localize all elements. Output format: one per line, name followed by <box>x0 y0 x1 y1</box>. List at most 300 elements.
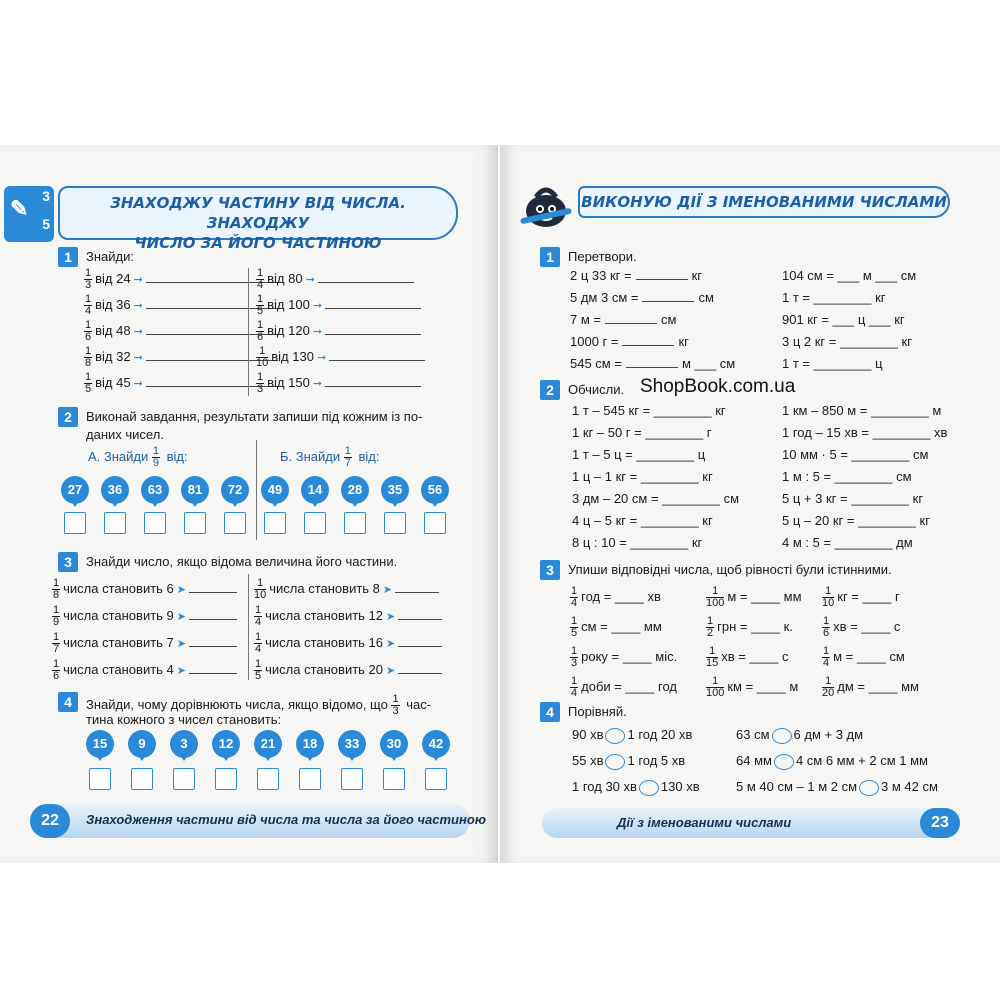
column-divider <box>256 440 257 540</box>
row-text: числа становить 8 <box>269 580 380 596</box>
fraction-denominator: 9 <box>152 457 160 469</box>
fraction <box>254 659 262 682</box>
subtask-b-suffix: від: <box>358 448 380 464</box>
fraction-denominator: 7 <box>344 457 351 469</box>
calc-row: 1 м : 5 = ________ см <box>782 469 912 484</box>
fraction <box>152 446 160 469</box>
fraction-denominator: 6 <box>53 670 60 682</box>
arrow-icon: ➞ <box>133 273 143 286</box>
fraction <box>84 294 92 317</box>
subtask-b-label <box>280 446 380 469</box>
fraction <box>706 586 724 609</box>
conversion-row: 901 кг = ___ ц ___ кг <box>782 312 905 327</box>
number-bubble: 21 <box>254 730 282 758</box>
fraction <box>391 694 399 717</box>
answer-blank <box>329 349 425 361</box>
compare-right: 130 хв <box>660 779 700 794</box>
number-bubble: 49 <box>261 476 289 504</box>
task-number-badge: 3 <box>58 552 78 572</box>
fraction-numerator: 1 <box>344 445 351 457</box>
row-text: дм = ____ мм <box>837 678 919 694</box>
fraction-numerator: 1 <box>255 631 262 643</box>
fraction-numerator: 1 <box>706 676 724 688</box>
compare-right: 1 год 5 хв <box>627 753 686 768</box>
corner-pencil-icon <box>4 186 54 242</box>
fraction-row <box>52 659 237 682</box>
answer-blank <box>325 375 421 387</box>
conversion-row: 104 см = ___ м ___ см <box>782 268 917 283</box>
pencil-icon: ✎ <box>10 196 29 221</box>
fraction <box>256 346 268 369</box>
column-divider <box>248 268 249 396</box>
fraction-numerator: 1 <box>85 345 92 357</box>
arrow-icon: ➞ <box>133 377 143 390</box>
fraction-numerator: 1 <box>255 658 262 670</box>
arrow-icon: ➞ <box>305 273 315 286</box>
compare-row <box>572 779 700 796</box>
answer-blank <box>189 635 237 647</box>
row-text: від 24 <box>95 270 131 286</box>
conversion-row <box>570 312 676 328</box>
fraction-denominator: 10 <box>822 597 835 609</box>
fraction-denominator: 4 <box>255 643 262 655</box>
fraction <box>570 646 578 669</box>
kettlebell-mascot-icon <box>518 183 574 229</box>
fraction-numerator: 1 <box>256 346 268 358</box>
unit-text: м ___ см <box>681 356 736 371</box>
number-bubble: 30 <box>380 730 408 758</box>
number-bubble: 56 <box>421 476 449 504</box>
task-number-badge: 1 <box>540 247 560 267</box>
task-text-line1: Виконай завдання, результати запиши під кожним із по- <box>86 409 423 424</box>
answer-blank <box>605 312 657 324</box>
fraction-denominator: 4 <box>571 597 578 609</box>
answer-box <box>384 512 406 534</box>
arrow-icon: ➞ <box>312 299 323 312</box>
fraction-numerator: 1 <box>53 658 60 670</box>
fraction-row <box>570 646 677 669</box>
left-footer <box>30 804 487 838</box>
fraction <box>254 632 262 655</box>
unit-text: кг <box>678 334 689 349</box>
answer-blank <box>325 323 421 335</box>
compare-row <box>736 753 928 770</box>
fraction <box>256 320 264 343</box>
row-text: числа становить 4 <box>63 661 174 677</box>
calc-row: 1 км – 850 м = ________ м <box>782 403 942 418</box>
arrow-icon: ➞ <box>312 325 323 338</box>
conversion-row: 1 т = ________ ц <box>782 356 883 371</box>
answer-box <box>424 512 446 534</box>
fraction-numerator: 1 <box>254 578 266 590</box>
row-text: км = ____ м <box>727 678 799 694</box>
fraction-numerator: 1 <box>706 646 718 658</box>
fraction-numerator: 1 <box>152 445 160 457</box>
row-text: від 150 <box>267 374 310 390</box>
compare-circle[interactable] <box>605 728 625 744</box>
subtask-b-text: Б. Знайди <box>280 448 341 464</box>
answer-box <box>184 512 206 534</box>
fraction-numerator: 1 <box>257 371 264 383</box>
calc-row: 5 ц – 20 кг = ________ кг <box>782 513 930 528</box>
compare-left: 5 м 40 см – 1 м 2 см <box>736 779 858 794</box>
row-text: від 48 <box>95 322 131 338</box>
answer-box <box>224 512 246 534</box>
fraction-denominator: 4 <box>257 279 264 291</box>
left-page-title <box>58 186 458 252</box>
compare-left: 63 см <box>736 727 770 742</box>
arrow-icon: ➞ <box>316 351 327 364</box>
task-number-badge: 4 <box>540 702 560 722</box>
fraction <box>52 632 60 655</box>
fraction-denominator: 100 <box>706 597 725 609</box>
fraction-row <box>570 676 677 699</box>
task-number-badge: 2 <box>58 407 78 427</box>
answer-box <box>344 512 366 534</box>
answer-blank <box>189 608 237 620</box>
left-title-line1: ЗНАХОДЖУ ЧАСТИНУ ВІД ЧИСЛА. ЗНАХОДЖУ <box>110 194 406 232</box>
fraction-denominator: 5 <box>85 383 92 395</box>
task-title: Обчисли. <box>568 382 625 397</box>
fraction-row <box>822 676 919 699</box>
fraction-numerator: 1 <box>571 585 578 597</box>
row-text: 545 см = <box>570 356 622 371</box>
fraction-denominator: 4 <box>85 305 92 317</box>
fraction <box>344 446 352 469</box>
answer-box <box>425 768 447 790</box>
fraction-row <box>52 632 237 655</box>
number-bubble: 42 <box>422 730 450 758</box>
fraction-numerator: 1 <box>53 604 60 616</box>
fraction-numerator: 1 <box>85 319 92 331</box>
left-title-line2: ЧИСЛО ЗА ЙОГО ЧАСТИНОЮ <box>134 234 382 252</box>
task4-text-pre: Знайди, чому дорівнюють числа, якщо відомо, що <box>86 696 388 712</box>
answer-blank <box>189 581 237 593</box>
task-title: Порівняй. <box>568 704 627 719</box>
number-bubble: 12 <box>212 730 240 758</box>
number-bubble: 81 <box>181 476 209 504</box>
fraction-row <box>706 676 798 699</box>
row-text: числа становить 16 <box>265 634 384 650</box>
row-text: 2 ц 33 кг = <box>570 268 632 283</box>
fraction-row <box>706 586 802 609</box>
fraction-numerator: 1 <box>85 267 92 279</box>
calc-row: 10 мм · 5 = ________ см <box>782 447 929 462</box>
fraction-denominator: 6 <box>257 331 264 343</box>
row-text: хв = ____ с <box>721 648 789 664</box>
row-text: від 36 <box>95 296 131 312</box>
answer-blank <box>318 271 414 283</box>
arrow-icon: ➤ <box>386 610 396 623</box>
fraction-row <box>52 578 237 601</box>
calc-row: 1 ц – 1 кг = ________ кг <box>572 469 713 484</box>
compare-row <box>736 727 863 744</box>
subtask-a-label <box>88 446 188 469</box>
row-text: числа становить 6 <box>63 580 174 596</box>
answer-box <box>264 512 286 534</box>
fraction-denominator: 4 <box>571 687 578 699</box>
row-text: м = ____ мм <box>727 588 802 604</box>
fraction-numerator: 1 <box>706 586 724 598</box>
fraction-row <box>254 578 439 601</box>
fraction <box>822 586 834 609</box>
fraction <box>84 346 92 369</box>
row-text: числа становить 9 <box>63 607 174 623</box>
calc-row: 8 ц : 10 = ________ кг <box>572 535 703 550</box>
number-bubble: 14 <box>301 476 329 504</box>
compare-left: 1 год 30 хв <box>572 779 637 794</box>
fraction-numerator: 1 <box>571 675 578 687</box>
fraction-row <box>256 320 421 343</box>
answer-blank <box>642 290 694 302</box>
fraction-row <box>254 659 442 682</box>
fraction-denominator: 5 <box>255 670 262 682</box>
page-number: 23 <box>920 808 960 838</box>
calc-row: 5 ц + 3 кг = ________ кг <box>782 491 924 506</box>
compare-right: 6 дм + 3 дм <box>793 727 864 742</box>
fraction-denominator: 10 <box>254 589 267 601</box>
answer-box <box>341 768 363 790</box>
compare-circle[interactable] <box>605 754 625 770</box>
number-bubble: 33 <box>338 730 366 758</box>
answer-box <box>64 512 86 534</box>
subtask-a-text: А. Знайди <box>88 448 149 464</box>
fraction-numerator: 1 <box>85 293 92 305</box>
compare-left: 64 мм <box>736 753 772 768</box>
fraction-denominator: 2 <box>707 627 714 639</box>
compare-circle[interactable] <box>859 780 879 796</box>
answer-box <box>173 768 195 790</box>
row-text: від 45 <box>95 374 131 390</box>
fraction-numerator: 1 <box>53 577 60 589</box>
answer-blank <box>395 581 439 593</box>
row-text: року = ____ міс. <box>581 648 678 664</box>
fraction-row <box>256 346 425 369</box>
fraction-denominator: 3 <box>257 383 264 395</box>
compare-row <box>572 753 685 770</box>
row-text: від 100 <box>267 296 310 312</box>
answer-box <box>383 768 405 790</box>
compare-circle[interactable] <box>774 754 794 770</box>
fraction-denominator: 7 <box>53 643 60 655</box>
answer-box <box>304 512 326 534</box>
fraction-numerator: 1 <box>822 676 834 688</box>
fraction-row <box>570 586 661 609</box>
compare-row <box>736 779 938 796</box>
fraction-denominator: 3 <box>392 705 399 717</box>
compare-row <box>572 727 692 744</box>
row-text: числа становить 12 <box>265 607 384 623</box>
fraction-numerator: 1 <box>571 615 578 627</box>
fraction <box>706 616 714 639</box>
number-bubble: 28 <box>341 476 369 504</box>
conversion-row <box>570 334 689 350</box>
fraction-row <box>256 372 421 395</box>
row-text: год = ____ хв <box>581 588 661 604</box>
answer-box <box>215 768 237 790</box>
fraction <box>256 294 264 317</box>
number-bubble: 36 <box>101 476 129 504</box>
fraction-row <box>254 632 442 655</box>
number-bubble: 35 <box>381 476 409 504</box>
fraction <box>84 268 92 291</box>
task-text-line2: тина кожного з чисел становить: <box>86 712 282 727</box>
answer-box <box>89 768 111 790</box>
calc-row: 1 кг – 50 г = ________ г <box>572 425 712 440</box>
calc-row: 1 год – 15 хв = ________ хв <box>782 425 948 440</box>
compare-circle[interactable] <box>772 728 792 744</box>
arrow-icon: ➤ <box>176 664 186 677</box>
fraction-row <box>822 616 900 639</box>
number-bubble: 18 <box>296 730 324 758</box>
corner-number-top: 3 <box>42 188 50 204</box>
task-title: Знайди число, якщо відома величина його частини. <box>86 554 398 569</box>
conversion-row <box>570 268 702 284</box>
conversion-row: 3 ц 2 кг = ________ кг <box>782 334 912 349</box>
fraction <box>822 646 830 669</box>
fraction-denominator: 6 <box>85 331 92 343</box>
fraction-numerator: 1 <box>571 645 578 657</box>
arrow-icon: ➤ <box>386 637 396 650</box>
compare-left: 90 хв <box>572 727 604 742</box>
fraction <box>52 605 60 628</box>
fraction-numerator: 1 <box>257 319 264 331</box>
answer-box <box>144 512 166 534</box>
compare-right: 4 см 6 мм + 2 см 1 мм <box>795 753 928 768</box>
column-divider <box>248 574 249 680</box>
fraction-numerator: 1 <box>822 586 834 598</box>
subtask-a-suffix: від: <box>166 448 188 464</box>
fraction-denominator: 3 <box>571 657 578 669</box>
fraction-denominator: 10 <box>256 357 269 369</box>
answer-blank <box>398 662 442 674</box>
fraction <box>570 586 578 609</box>
fraction-denominator: 8 <box>85 357 92 369</box>
number-bubble: 15 <box>86 730 114 758</box>
footer-title: Знаходження частини від числа та числа за його частиною <box>86 812 487 827</box>
right-page-title: ВИКОНУЮ ДІЇ З ІМЕНОВАНИМИ ЧИСЛАМИ <box>578 186 950 218</box>
fraction-denominator: 15 <box>706 657 719 669</box>
row-text: 7 м = <box>570 312 601 327</box>
task-number-badge: 3 <box>540 560 560 580</box>
row-text: від 120 <box>267 322 310 338</box>
fraction-numerator: 1 <box>255 604 262 616</box>
unit-text: см <box>660 312 677 327</box>
fraction-numerator: 1 <box>823 615 830 627</box>
row-text: см = ____ мм <box>581 618 662 634</box>
fraction-denominator: 8 <box>53 589 60 601</box>
compare-circle[interactable] <box>639 780 659 796</box>
fraction-denominator: 4 <box>255 616 262 628</box>
fraction-denominator: 100 <box>706 687 725 699</box>
task4-text-post: час- <box>406 696 432 712</box>
arrow-icon: ➤ <box>176 583 186 596</box>
calc-row: 4 ц – 5 кг = ________ кг <box>572 513 713 528</box>
number-bubble: 3 <box>170 730 198 758</box>
answer-blank <box>189 662 237 674</box>
task-text-line2: даних чисел. <box>86 427 164 442</box>
fraction-denominator: 5 <box>257 305 264 317</box>
arrow-icon: ➤ <box>176 637 186 650</box>
row-text: кг = ____ г <box>837 588 900 604</box>
row-text: від 32 <box>95 348 131 364</box>
answer-blank <box>325 297 421 309</box>
fraction-denominator: 6 <box>823 627 830 639</box>
fraction-numerator: 1 <box>85 371 92 383</box>
right-footer <box>542 808 960 838</box>
watermark: ShopBook.com.ua <box>640 376 796 397</box>
answer-blank <box>398 608 442 620</box>
number-bubble: 9 <box>128 730 156 758</box>
fraction-denominator: 20 <box>822 687 835 699</box>
fraction <box>254 605 262 628</box>
task-title: Упиши відповідні числа, щоб рівності були істинними. <box>568 562 892 577</box>
row-text: 1000 г = <box>570 334 619 349</box>
task-number-badge: 1 <box>58 247 78 267</box>
unit-text: кг <box>691 268 703 283</box>
fraction-denominator: 5 <box>571 627 578 639</box>
fraction-numerator: 1 <box>392 693 399 705</box>
fraction <box>52 578 60 601</box>
unit-text: см <box>698 290 714 305</box>
fraction <box>570 616 578 639</box>
fraction-numerator: 1 <box>257 293 264 305</box>
row-text: числа становить 20 <box>265 661 384 677</box>
compare-left: 55 хв <box>572 753 604 768</box>
row-text: м = ____ см <box>833 648 905 664</box>
page-number: 22 <box>30 804 70 838</box>
answer-box <box>104 512 126 534</box>
number-bubble: 63 <box>141 476 169 504</box>
fraction <box>84 320 92 343</box>
fraction-row <box>706 646 789 669</box>
arrow-icon: ➤ <box>176 610 186 623</box>
fraction-numerator: 1 <box>823 645 830 657</box>
fraction-row <box>822 646 905 669</box>
arrow-icon: ➤ <box>382 583 393 596</box>
row-text: грн = ____ к. <box>717 618 793 634</box>
fraction-denominator: 3 <box>85 279 92 291</box>
calc-row: 4 м : 5 = ________ дм <box>782 535 913 550</box>
fraction-row <box>822 586 900 609</box>
answer-box <box>299 768 321 790</box>
row-text: хв = ____ с <box>833 618 901 634</box>
calc-row: 3 дм – 20 см = ________ см <box>572 491 740 506</box>
fraction-numerator: 1 <box>53 631 60 643</box>
fraction <box>256 372 264 395</box>
task-number-badge: 4 <box>58 692 78 712</box>
fraction-numerator: 1 <box>257 267 264 279</box>
conversion-row <box>570 356 735 372</box>
answer-blank <box>622 334 674 346</box>
corner-number-bottom: 5 <box>42 216 50 232</box>
fraction-row <box>256 294 421 317</box>
fraction-row <box>254 605 442 628</box>
row-text: 5 дм 3 см = <box>570 290 639 305</box>
answer-blank <box>626 356 678 368</box>
fraction <box>254 578 266 601</box>
task-title: Знайди: <box>86 249 134 264</box>
fraction <box>822 616 830 639</box>
arrow-icon: ➞ <box>312 377 323 390</box>
footer-title: Дії з іменованими числами <box>617 815 792 830</box>
compare-right: 3 м 42 см <box>881 779 938 794</box>
fraction <box>570 676 578 699</box>
compare-right: 1 год 20 хв <box>627 727 693 742</box>
answer-blank <box>636 268 688 280</box>
fraction-row <box>570 616 662 639</box>
fraction-row <box>52 605 237 628</box>
